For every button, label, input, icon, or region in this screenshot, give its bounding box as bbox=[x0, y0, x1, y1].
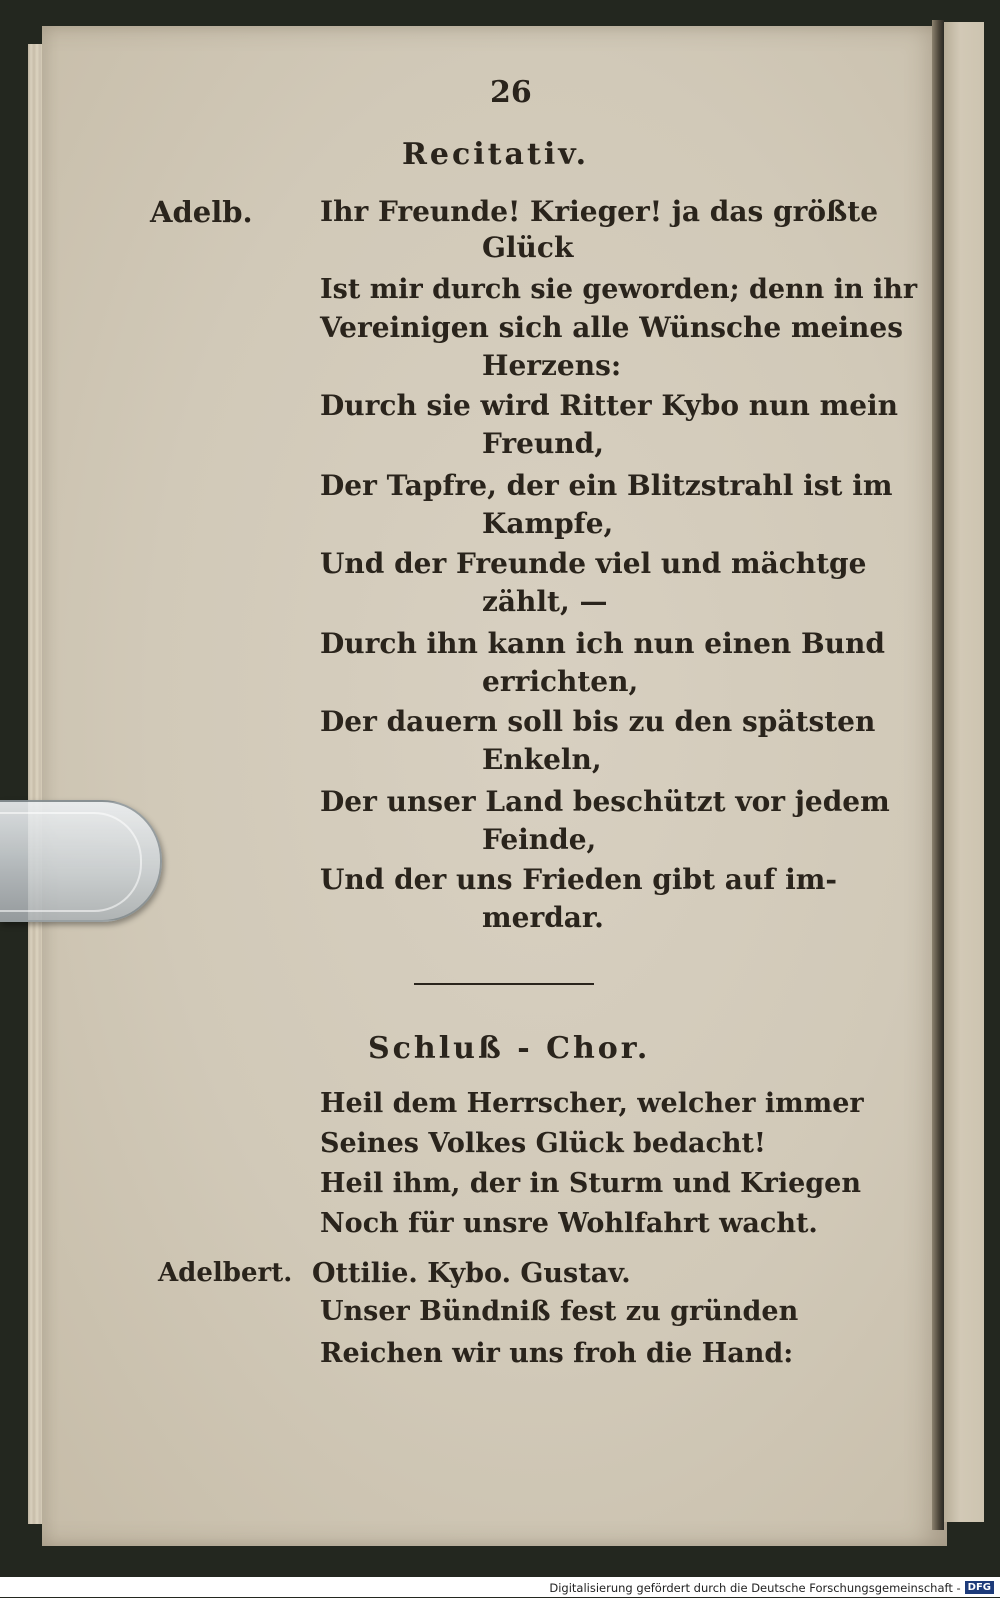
dfg-logo: DFG bbox=[965, 1581, 994, 1594]
recitativ-heading: Recitativ. bbox=[402, 137, 590, 172]
verse-line: Der dauern soll bis zu den spätsten bbox=[320, 705, 876, 738]
speaker-label: Adelb. bbox=[150, 195, 253, 229]
verse-line: Ihr Freunde! Krieger! ja das größte bbox=[320, 195, 879, 228]
verse-line: Durch ihn kann ich nun einen Bund bbox=[320, 627, 885, 660]
verse-line: Unser Bündniß fest zu gründen bbox=[320, 1296, 799, 1327]
speaker-list: Ottilie. Kybo. Gustav. bbox=[312, 1258, 631, 1289]
verse-line: Noch für unsre Wohlfahrt wacht. bbox=[320, 1208, 818, 1239]
verse-line: Seines Volkes Glück bedacht! bbox=[320, 1128, 766, 1159]
verse-line: zählt, — bbox=[482, 585, 608, 618]
verse-line: Und der Freunde viel und mächtge bbox=[320, 547, 867, 580]
verse-line: Der Tapfre, der ein Blitzstrahl ist im bbox=[320, 469, 893, 502]
verse-line: Kampfe, bbox=[482, 507, 614, 540]
verse-line: Heil dem Herrscher, welcher immer bbox=[320, 1088, 864, 1119]
verse-line: Vereinigen sich alle Wünsche meines bbox=[320, 311, 903, 344]
page-number: 26 bbox=[490, 75, 532, 110]
page-holder-clip bbox=[0, 800, 162, 922]
footer-text: Digitalisierung gefördert durch die Deutsche Forschungsgemeinschaft - bbox=[549, 1580, 961, 1595]
section-divider bbox=[414, 983, 594, 985]
verse-line: Reichen wir uns froh die Hand: bbox=[320, 1338, 794, 1369]
chor-heading: Schluß - Chor. bbox=[368, 1031, 651, 1066]
verse-line: Und der uns Frieden gibt auf im- bbox=[320, 863, 837, 896]
digitization-footer bbox=[0, 1577, 1000, 1597]
verse-line: Feinde, bbox=[482, 823, 597, 856]
verse-line: Herzens: bbox=[482, 349, 622, 382]
verse-line: Der unser Land beschützt vor jedem bbox=[320, 785, 890, 818]
verse-line: Freund, bbox=[482, 427, 604, 460]
facing-page-edge bbox=[944, 22, 984, 1522]
verse-line: merdar. bbox=[482, 901, 604, 934]
verse-line: Durch sie wird Ritter Kybo nun mein bbox=[320, 389, 899, 422]
verse-line: Enkeln, bbox=[482, 743, 602, 776]
verse-line: Ist mir durch sie geworden; denn in ihr bbox=[320, 274, 918, 305]
verse-line: Heil ihm, der in Sturm und Kriegen bbox=[320, 1168, 861, 1199]
book-gutter bbox=[932, 20, 944, 1530]
speaker-label: Adelbert. bbox=[158, 1258, 293, 1288]
verse-line: errichten, bbox=[482, 665, 639, 698]
verse-line: Glück bbox=[482, 231, 574, 264]
